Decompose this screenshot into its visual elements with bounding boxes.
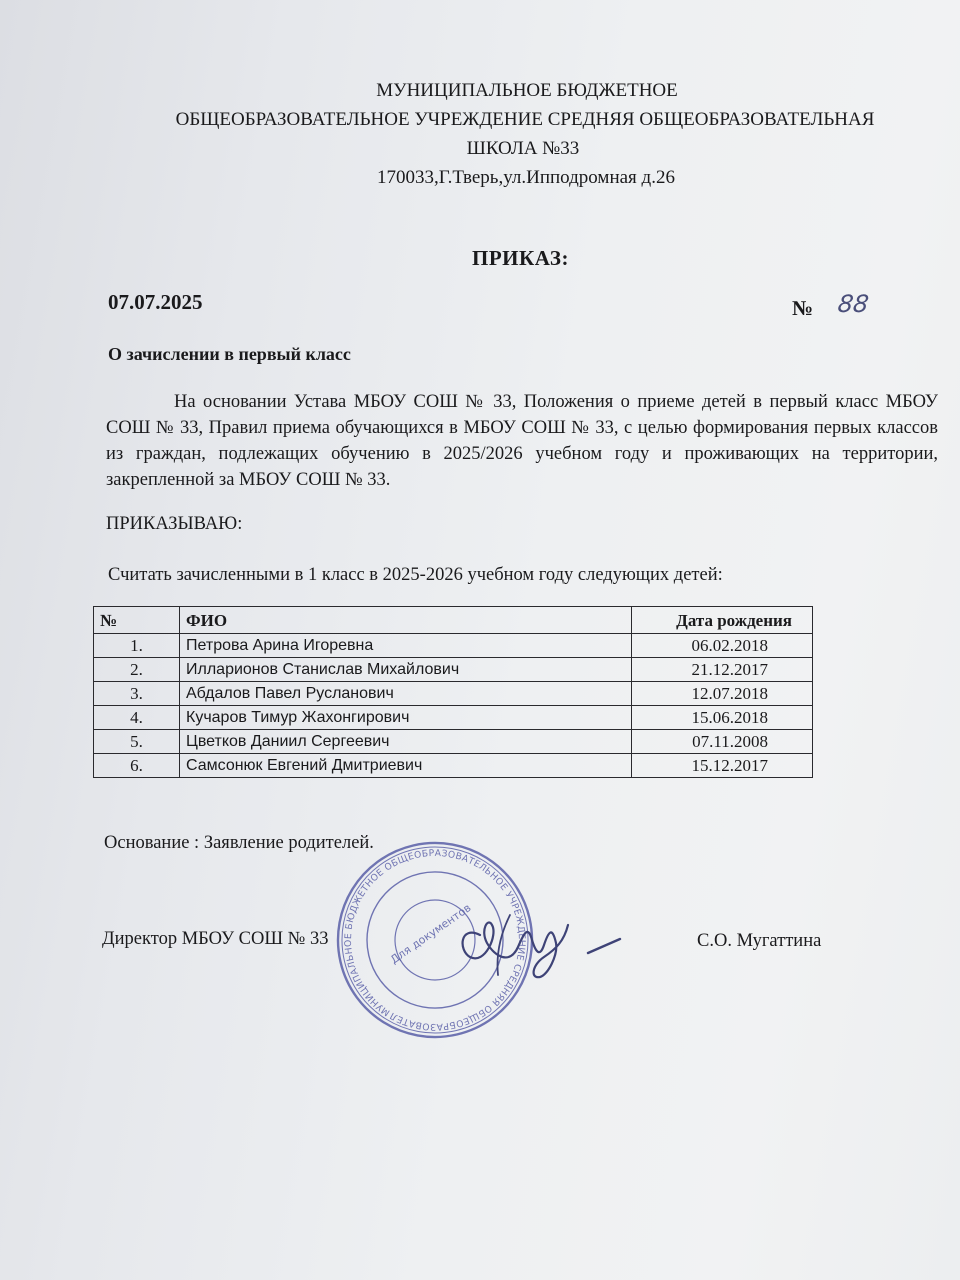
row-name: Самсонюк Евгений Дмитриевич (180, 754, 632, 778)
header-line-1: МУНИЦИПАЛЬНОЕ БЮДЖЕТНОЕ (376, 80, 678, 101)
row-name: Цветков Даниил Сергеевич (180, 730, 632, 754)
header-number: № (94, 607, 180, 634)
order-word: ПРИКАЗЫВАЮ: (106, 514, 243, 534)
order-date: 07.07.2025 (108, 290, 203, 314)
table-row (94, 658, 813, 682)
row-birth-date: 12.07.2018 (632, 682, 813, 706)
director-name: С.О. Мугаттина (697, 931, 822, 951)
header-line-2: ОБЩЕОБРАЗОВАТЕЛЬНОЕ УЧРЕЖДЕНИЕ СРЕДНЯЯ ОБЩЕОБРАЗОВАТЕЛЬНАЯ (175, 109, 875, 130)
order-paragraph: На основании Устава МБОУ СОШ № 33, Положения о приеме детей в первый класс МБОУ СОШ № 33, Правил приема обучающихся в МБОУ СОШ № 33, с целью формирования первых классов из граждан, подлежащих обучению в 2025/2026 учебном году и проживающих на территории, закрепленной за МБОУ СОШ № 33. (106, 392, 938, 490)
order-number-handwritten: 88 (836, 290, 871, 318)
order-subject: О зачислении в первый класс (108, 344, 351, 364)
row-name: Абдалов Павел Русланович (180, 682, 632, 706)
enrollment-table (93, 606, 813, 778)
table-header-row (94, 607, 813, 634)
table-row (94, 754, 813, 778)
header-name: ФИО (180, 607, 632, 634)
stamp-outer-text: МУНИЦИПАЛЬНОЕ БЮДЖЕТНОЕ ОБЩЕОБРАЗОВАТЕЛЬНОЕ УЧРЕЖДЕНИЕ СРЕДНЯЯ ОБЩЕОБРАЗОВАТЕЛЬНАЯ (342, 847, 528, 1033)
row-name: Петрова Арина Игоревна (180, 634, 632, 658)
header-birth-date: Дата рождения (632, 607, 813, 634)
document-header (0, 76, 960, 192)
row-number: 6. (94, 754, 180, 778)
header-line-3: ШКОЛА №33 (466, 138, 580, 159)
row-birth-date: 21.12.2017 (632, 658, 813, 682)
stamp-inner-text: Для документов (388, 901, 474, 967)
row-number: 4. (94, 706, 180, 730)
row-birth-date: 06.02.2018 (632, 634, 813, 658)
table-row (94, 634, 813, 658)
row-birth-date: 15.06.2018 (632, 706, 813, 730)
row-name: Кучаров Тимур Жахонгирович (180, 706, 632, 730)
row-number: 2. (94, 658, 180, 682)
row-number: 3. (94, 682, 180, 706)
row-birth-date: 07.11.2008 (632, 730, 813, 754)
row-name: Илларионов Станислав Михайлович (180, 658, 632, 682)
director-title: Директор МБОУ СОШ № 33 (102, 929, 329, 949)
director-signature (440, 895, 630, 985)
enrollment-statement: Считать зачисленными в 1 класс в 2025-2026 учебном году следующих детей: (108, 565, 723, 585)
order-basis: Основание : Заявление родителей. (104, 833, 374, 853)
order-number-sign: № (792, 296, 814, 320)
row-birth-date: 15.12.2017 (632, 754, 813, 778)
header-address: 170033,Г.Тверь,ул.Ипподромная д.26 (377, 167, 675, 188)
table-row (94, 730, 813, 754)
row-number: 1. (94, 634, 180, 658)
document-title: ПРИКАЗ: (472, 246, 569, 270)
table-row (94, 706, 813, 730)
row-number: 5. (94, 730, 180, 754)
table-row (94, 682, 813, 706)
